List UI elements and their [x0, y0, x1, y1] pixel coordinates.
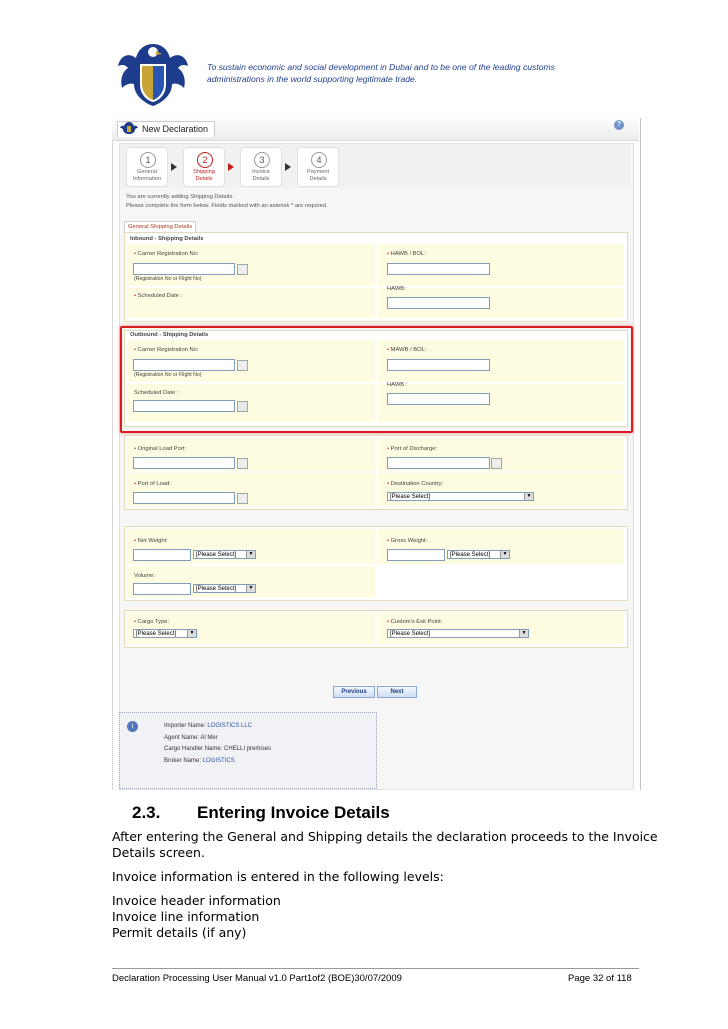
step-arrow-icon: [285, 163, 291, 171]
paragraph-levels: Invoice information is entered in the following levels:: [112, 869, 444, 884]
label-hawb: HAWB:: [387, 286, 406, 292]
step-invoice-details[interactable]: [240, 147, 282, 187]
step-label: Shipping Details: [193, 169, 215, 182]
label-mawb-bol: • MAWB / BOL:: [387, 347, 427, 353]
label-exit-point: • Custom's Exit Point:: [387, 619, 443, 625]
inbound-legend: Inbound - Shipping Details: [130, 236, 204, 242]
info-icon: i: [127, 721, 138, 732]
step-general-information[interactable]: [126, 147, 168, 187]
instruction-line-1: You are currently adding Shipping Details.: [126, 194, 234, 200]
tagline: [207, 61, 627, 85]
help-icon[interactable]: ?: [614, 120, 624, 130]
step-number: 4: [311, 152, 327, 168]
chevron-down-icon: ▼: [500, 551, 509, 558]
label-carrier-reg: • Carrier Registration No:: [134, 251, 199, 257]
exit-point-select[interactable]: [Please Select] ▼: [387, 629, 529, 638]
net-weight-input[interactable]: [133, 549, 191, 561]
chevron-down-icon: ▼: [519, 630, 528, 637]
chevron-down-icon: ▼: [246, 551, 255, 558]
label-cargo-type: • Cargo Type:: [134, 619, 170, 625]
tagline-line-1: To sustain economic and social development in Dubai and to be one of the leading customs: [207, 62, 555, 72]
levels-list: [112, 893, 281, 941]
volume-input[interactable]: [133, 583, 191, 595]
broker-name: Broker Name: LOGISTICS: [164, 758, 235, 764]
port-of-load-input[interactable]: [133, 492, 235, 504]
lookup-icon[interactable]: [237, 458, 248, 469]
step-arrow-icon: [228, 163, 234, 171]
label-destination-country: • Destination Country:: [387, 481, 444, 487]
tagline-line-2: administrations in the world supporting legitimate trade.: [207, 74, 418, 84]
inbound-hawb-input[interactable]: [387, 297, 490, 309]
outbound-legend: Outbound - Shipping Details: [130, 332, 209, 338]
volume-unit-select[interactable]: [Please Select] ▼: [193, 584, 256, 593]
highlight-frame: [120, 326, 633, 433]
step-number: 2: [197, 152, 213, 168]
lookup-icon[interactable]: [491, 458, 502, 469]
footer-divider: [112, 968, 639, 969]
label-volume: Volume:: [134, 573, 155, 579]
step-arrow-icon: [171, 163, 177, 171]
lookup-icon[interactable]: [237, 493, 248, 504]
chevron-down-icon: ▼: [524, 493, 533, 500]
step-shipping-details[interactable]: [183, 147, 225, 187]
footer-left: Declaration Processing User Manual v1.0 Part1of2 (BOE)30/07/2009: [112, 973, 402, 984]
list-item: Invoice header information: [112, 893, 281, 908]
destination-country-select[interactable]: [Please Select] ▼: [387, 492, 534, 501]
lookup-icon[interactable]: [237, 264, 248, 275]
original-load-port-input[interactable]: [133, 457, 235, 469]
page-number: Page 32 of 118: [568, 973, 632, 984]
dubai-customs-eagle-logo: [116, 38, 190, 108]
step-label: Invoice Details: [252, 169, 270, 182]
next-button[interactable]: Next: [377, 686, 417, 698]
importer-name: Importer Name: LOGISTICS LLC: [164, 723, 253, 729]
chevron-down-icon: ▼: [187, 630, 196, 637]
cargo-handler-name: Cargo Handler Name: CHELLI premises: [164, 746, 272, 752]
step-label: Payment Details: [306, 169, 330, 182]
label-port-of-load: • Port of Load:: [134, 481, 171, 487]
section-number: 2.3.: [132, 803, 161, 822]
label-hawb-bol: • HAWB / BOL:: [387, 251, 426, 257]
label-scheduled-date: Scheduled Date :: [134, 390, 179, 396]
label-port-of-discharge: • Port of Discharge:: [387, 446, 438, 452]
list-item: Permit details (if any): [112, 925, 247, 940]
instruction-line-2: Please complete the form below. Fields marked with an asterisk * are required.: [126, 203, 328, 209]
eagle-icon: [120, 121, 138, 135]
inbound-hawb-bol-input[interactable]: [387, 263, 490, 275]
gross-weight-input[interactable]: [387, 549, 445, 561]
previous-button[interactable]: Previous: [333, 686, 375, 698]
label-gross-weight: • Gross Weight:: [387, 538, 428, 544]
cargo-type-select[interactable]: [Please Select] ▼: [133, 629, 197, 638]
step-label: General Information: [133, 169, 161, 182]
agent-name: Agent Name: Al Mer: [164, 735, 218, 741]
reg-hint: (Registration No or Flight No): [134, 276, 202, 282]
chevron-down-icon: ▼: [246, 585, 255, 592]
tab-new-declaration[interactable]: New Declaration: [117, 121, 215, 137]
paragraph-intro: After entering the General and Shipping details the declaration proceeds to the Invoice Details screen.: [112, 829, 658, 860]
label-net-weight: • Net Weight:: [134, 538, 168, 544]
section-title: Entering Invoice Details: [197, 803, 390, 822]
reg-hint: (Registration No or Flight No): [134, 372, 202, 378]
inbound-carrier-reg-input[interactable]: [133, 263, 235, 275]
list-item: Invoice line information: [112, 909, 260, 924]
net-weight-unit-select[interactable]: [Please Select] ▼: [193, 550, 256, 559]
port-of-discharge-input[interactable]: [387, 457, 490, 469]
label-original-load-port: • Original Load Port:: [134, 446, 186, 452]
gross-weight-unit-select[interactable]: [Please Select] ▼: [447, 550, 510, 559]
label-carrier-reg: • Carrier Registration No:: [134, 347, 199, 353]
step-number: 3: [254, 152, 270, 168]
tab-general-shipping-details[interactable]: General Shipping Details: [124, 221, 196, 233]
label-hawb: HAWB :: [387, 382, 408, 388]
step-number: 1: [140, 152, 156, 168]
label-scheduled-date: • Scheduled Date :: [134, 293, 183, 299]
step-payment-details[interactable]: [297, 147, 339, 187]
